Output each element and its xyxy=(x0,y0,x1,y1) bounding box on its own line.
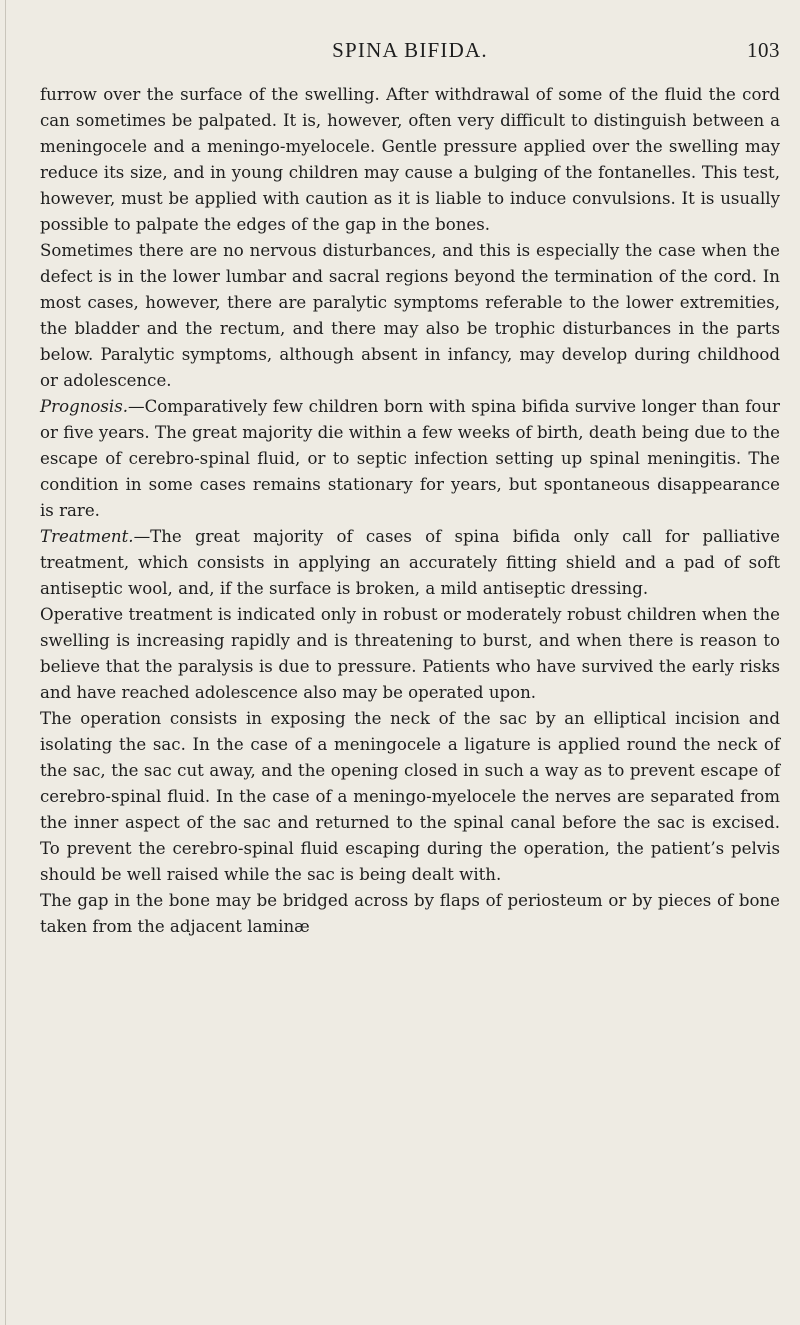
paragraph-text: furrow over the surface of the swelling. After withdrawal of some of the fluid the cord can sometimes be palpated. It is, however, often very difficult to distinguish between a meningocele and a meningo-myelocele. Gentle pressure applied over the swelling may reduce its size, and in young children may cause a bulging of the fontanelles. This test, however, must be applied with caution as it is liable to induce convulsions. It is usually possible to palpate the edges of the gap in the bones. xyxy=(40,85,780,234)
paragraph-text: Operative treatment is indicated only in robust or moderately robust children when the swelling is increasing rapidly and is threatening to burst, and when there is reason to believe that the paralysis is due to pressure. Patients who have survived the early risks and have reached adolescence also may be operated upon. xyxy=(40,605,780,702)
section-head-treatment: Treatment. xyxy=(40,527,134,546)
book-page xyxy=(40,38,780,940)
body-text xyxy=(40,82,780,940)
page-number: 103 xyxy=(747,38,780,62)
section-head-prognosis: Prognosis. xyxy=(40,397,129,416)
paragraph xyxy=(40,706,780,888)
paragraph-text: —Comparatively few children born with spina bifida survive longer than four or five years. The great majority die within a few weeks of birth, death being due to the escape of cerebro-spinal fluid, or to septic infection setting up spinal meningitis. The condition in some cases remains stationary for years, but spontaneous disappearance is rare. xyxy=(40,397,780,520)
paragraph-text: —The great majority of cases of spina bifida only call for palliative treatment, which consists in applying an accurately fitting shield and a pad of soft antiseptic wool, and, if the surface is broken, a mild antiseptic dressing. xyxy=(40,527,780,598)
running-head xyxy=(40,38,780,68)
paragraph-prognosis xyxy=(40,394,780,524)
paragraph-text: Sometimes there are no nervous disturbances, and this is especially the case when the defect is in the lower lumbar and sacral regions beyond the termination of the cord. In most cases, however, there are paralytic symptoms referable to the lower extremities, the bladder and the rectum, and there may also be trophic disturbances in the parts below. Paralytic symptoms, although absent in infancy, may develop during childhood or adolescence. xyxy=(40,241,780,390)
paragraph xyxy=(40,602,780,706)
paragraph xyxy=(40,82,780,238)
running-title: SPINA BIFIDA. xyxy=(332,38,488,62)
paragraph-text: The gap in the bone may be bridged across by flaps of periosteum or by pieces of bone taken from the adjacent laminæ xyxy=(40,891,780,936)
paragraph xyxy=(40,238,780,394)
paragraph-treatment xyxy=(40,524,780,602)
page-edge-line xyxy=(5,0,6,1325)
paragraph-text: The operation consists in exposing the neck of the sac by an elliptical incision and isolating the sac. In the case of a meningocele a ligature is applied round the neck of the sac, the sac cut away, and the opening closed in such a way as to prevent escape of cerebro-spinal fluid. In the case of a meningo-myelocele the nerves are separated from the inner aspect of the sac and returned to the spinal canal before the sac is excised. To prevent the cerebro-spinal fluid escaping during the operation, the patient’s pelvis should be well raised while the sac is being dealt with. xyxy=(40,709,780,884)
paragraph xyxy=(40,888,780,940)
